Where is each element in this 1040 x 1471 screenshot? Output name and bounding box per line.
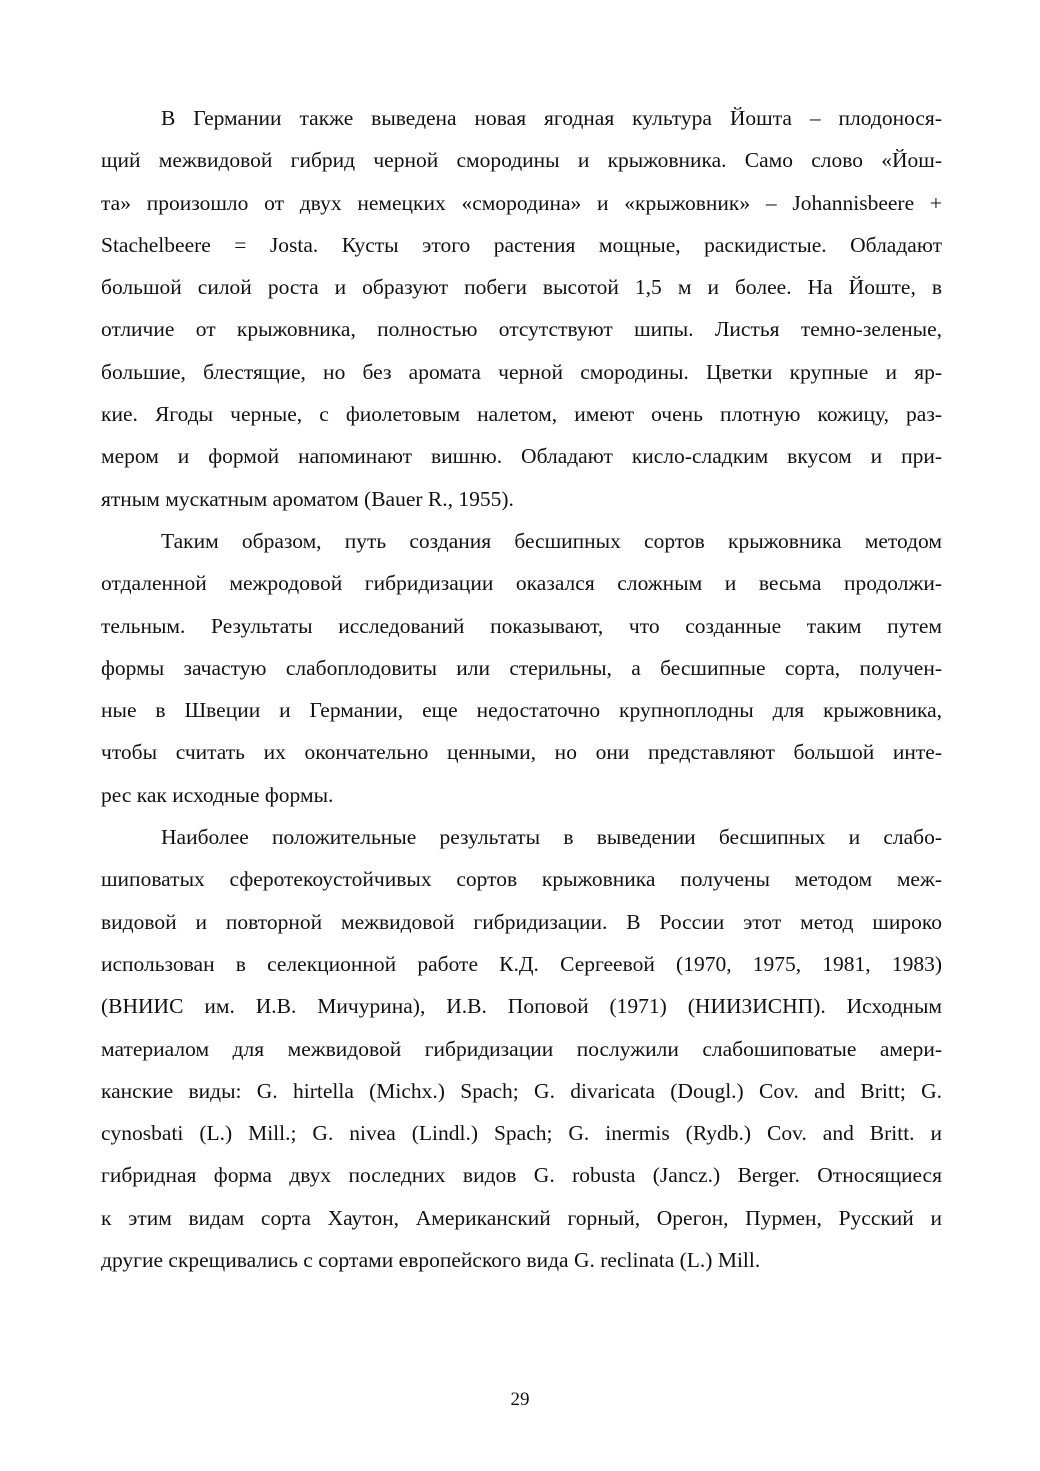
text-line: кие. Ягоды черные, с фиолетовым налетом, имеют очень плотную кожицу, раз- — [101, 402, 942, 427]
text-line: та» произошло от двух немецких «смородина» и «крыжовник» – Johannisbeere + — [101, 190, 942, 215]
text-line: отдаленной межродовой гибридизации оказался сложным и весьма продолжи- — [101, 571, 942, 596]
text-line: шиповатых сферотекоустойчивых сортов крыжовника получены методом меж- — [101, 867, 942, 892]
text-line: Stachelbeere = Josta. Кусты этого растения мощные, раскидистые. Обладают — [101, 232, 942, 257]
text-line: использован в селекционной работе К.Д. Сергеевой (1970, 1975, 1981, 1983) — [101, 951, 942, 976]
text-line: гибридная форма двух последних видов G. robusta (Jancz.) Berger. Относящиеся — [101, 1163, 942, 1188]
text-line: Наиболее положительные результаты в выведении бесшипных и слабо- — [161, 825, 942, 850]
text-line: отличие от крыжовника, полностью отсутствуют шипы. Листья темно-зеленые, — [101, 317, 942, 342]
text-line: видовой и повторной межвидовой гибридизации. В России этот метод широко — [101, 909, 942, 934]
paragraph-josta — [101, 97, 942, 520]
text-line: к этим видам сорта Хаутон, Американский горный, Орегон, Пурмен, Русский и — [101, 1205, 942, 1230]
text-line: чтобы считать их окончательно ценными, но они представляют большой инте- — [101, 740, 942, 765]
text-line: cynosbati (L.) Mill.; G. nivea (Lindl.) Spach; G. inermis (Rydb.) Cov. and Britt. и — [101, 1121, 942, 1146]
text-line: рес как исходные формы. — [101, 782, 334, 807]
text-line: другие скрещивались с сортами европейского вида G. reclinata (L.) Mill. — [101, 1248, 761, 1273]
text-line: ятным мускатным ароматом (Bauer R., 1955). — [101, 486, 514, 511]
text-line: щий межвидовой гибрид черной смородины и крыжовника. Само слово «Йош- — [101, 148, 942, 173]
paragraph-interspecific-hybridization — [101, 816, 942, 1281]
page-number: 29 — [510, 1389, 530, 1410]
text-line: большой силой роста и образуют побеги высотой 1,5 м и более. На Йоште, в — [101, 275, 942, 300]
paragraph-conclusion — [101, 520, 942, 816]
text-line: (ВНИИС им. И.В. Мичурина), И.В. Поповой (1971) (НИИЗИСНП). Исходным — [101, 994, 942, 1019]
text-line: формы зачастую слабоплодовиты или стерильны, а бесшипные сорта, получен- — [101, 655, 942, 680]
text-line: тельным. Результаты исследований показывают, что созданные таким путем — [101, 613, 942, 638]
text-line: канские виды: G. hirtella (Michx.) Spach; G. divaricata (Dougl.) Cov. and Britt; G. — [101, 1078, 942, 1103]
text-line: Таким образом, путь создания бесшипных сортов крыжовника методом — [161, 528, 942, 553]
text-line: В Германии также выведена новая ягодная культура Йошта – плодонося- — [161, 106, 942, 130]
text-line: мером и формой напоминают вишню. Обладают кисло-сладким вкусом и при- — [101, 444, 942, 469]
text-line: ные в Швеции и Германии, еще недостаточно крупноплодны для крыжовника, — [101, 698, 942, 723]
text-line: материалом для межвидовой гибридизации послужили слабошиповатые амери- — [101, 1036, 942, 1061]
document-body — [101, 97, 942, 1281]
text-line: большие, блестящие, но без аромата черной смородины. Цветки крупные и яр- — [101, 359, 942, 384]
